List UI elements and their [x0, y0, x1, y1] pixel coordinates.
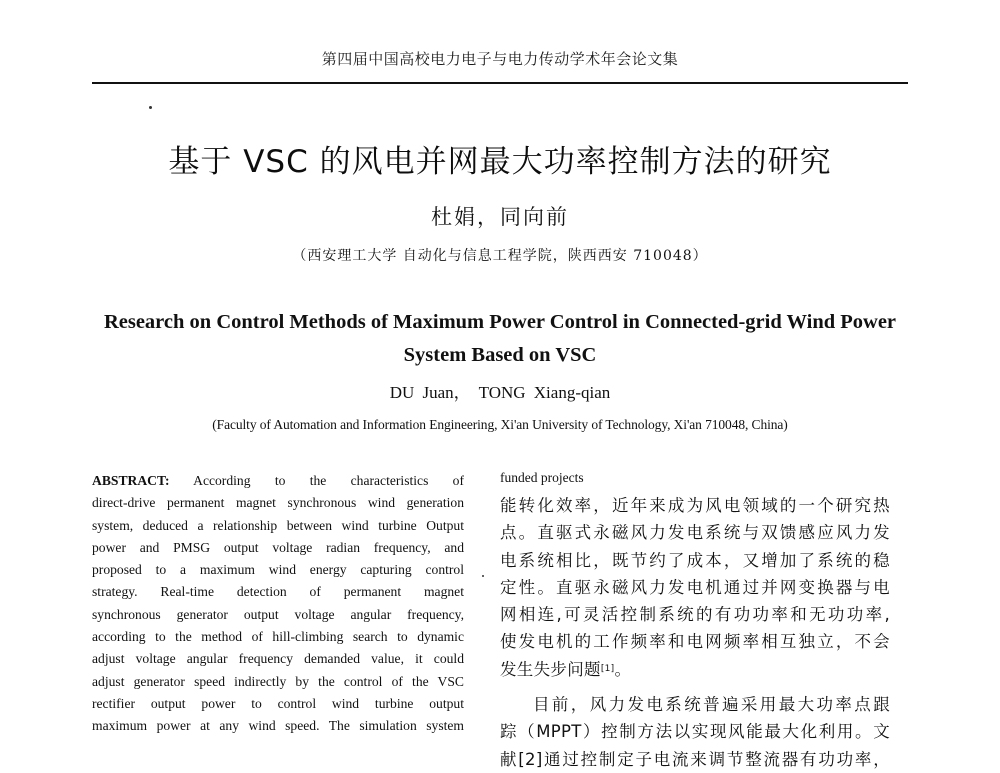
english-authors: DU Juan， TONG Xiang-qian	[389, 383, 611, 402]
citation-ref: [1]	[600, 663, 615, 674]
running-header: 第四届中国高校电力电子与电力传动学术年会论文集	[321, 50, 679, 68]
funding-note: funded projects	[500, 470, 584, 485]
abstract-line: adjust voltage angular frequency demanded value, it could	[92, 651, 464, 667]
english-title-line: Research on Control Methods of Maximum Power Control in Connected-grid Wind Power	[103, 311, 897, 333]
body-line: 使发电机的工作频率和电网频率相互独立，不会	[500, 632, 890, 652]
abstract-text: According to the characteristics of	[193, 473, 464, 488]
abstract-line: system, deduced a relationship between wind turbine Output	[92, 517, 464, 533]
body-paragraph-2	[500, 691, 890, 773]
abstract-line: strategy. Real-time detection of permanent magnet	[92, 584, 464, 600]
abstract-line: proposed to a maximum wind energy capturing control	[92, 562, 464, 578]
abstract-line: according to the method of hill-climbing search to dynamic	[92, 629, 464, 645]
chinese-authors: 杜娟，同向前	[431, 205, 569, 229]
body-line: 献[2]通过控制定子电流来调节整流器有功功率，	[500, 749, 890, 769]
abstract-label: ABSTRACT:	[92, 473, 170, 488]
scan-speck	[482, 575, 484, 577]
english-title	[60, 306, 940, 372]
abstract-line: maximum power at any wind speed. The simulation system	[92, 718, 464, 734]
abstract-line: adjust generator speed indirectly by the control of the VSC	[92, 673, 464, 689]
body-text: 。	[614, 659, 632, 679]
body-column	[500, 468, 890, 773]
body-line: 能转化效率，近年来成为风电领域的一个研究热	[500, 496, 890, 515]
body-paragraph-1	[500, 492, 890, 683]
body-line: 点。直驱式永磁风力发电系统与双馈感应风力发	[500, 523, 890, 543]
body-line: 电系统相比，既节约了成本，又增加了系统的稳	[500, 550, 890, 570]
body-line: 踪（MPPT）控制方法以实现风能最大化利用。文	[500, 722, 890, 742]
body-text: 发生失步问题	[500, 659, 601, 679]
english-title-line: System Based on VSC	[403, 344, 597, 366]
abstract-line	[92, 470, 464, 492]
body-line: 网相连,可灵活控制系统的有功功率和无功功率,	[500, 605, 890, 625]
header-rule	[92, 82, 908, 84]
abstract-line: power and PMSG output voltage radian frequency, and	[92, 539, 464, 555]
abstract-line: rectifier output power to control wind turbine output	[92, 695, 464, 711]
abstract-line: direct-drive permanent magnet synchronous wind generation	[92, 495, 464, 511]
abstract-column	[92, 470, 464, 738]
chinese-affiliation: （西安理工大学 自动化与信息工程学院，陕西西安 710048）	[292, 248, 708, 264]
english-affiliation: (Faculty of Automation and Information Engineering, Xi'an University of Technology, Xi'an 710048, China)	[212, 417, 788, 432]
scan-speck	[149, 106, 152, 109]
chinese-title: 基于 VSC 的风电并网最大功率控制方法的研究	[168, 144, 832, 180]
body-line	[500, 656, 890, 683]
abstract-line: synchronous generator output voltage angular frequency,	[92, 606, 464, 622]
body-line: 定性。直驱永磁风力发电机通过并网变换器与电	[500, 577, 890, 597]
body-line: 目前，风力发电系统普遍采用最大功率点跟	[533, 695, 890, 715]
